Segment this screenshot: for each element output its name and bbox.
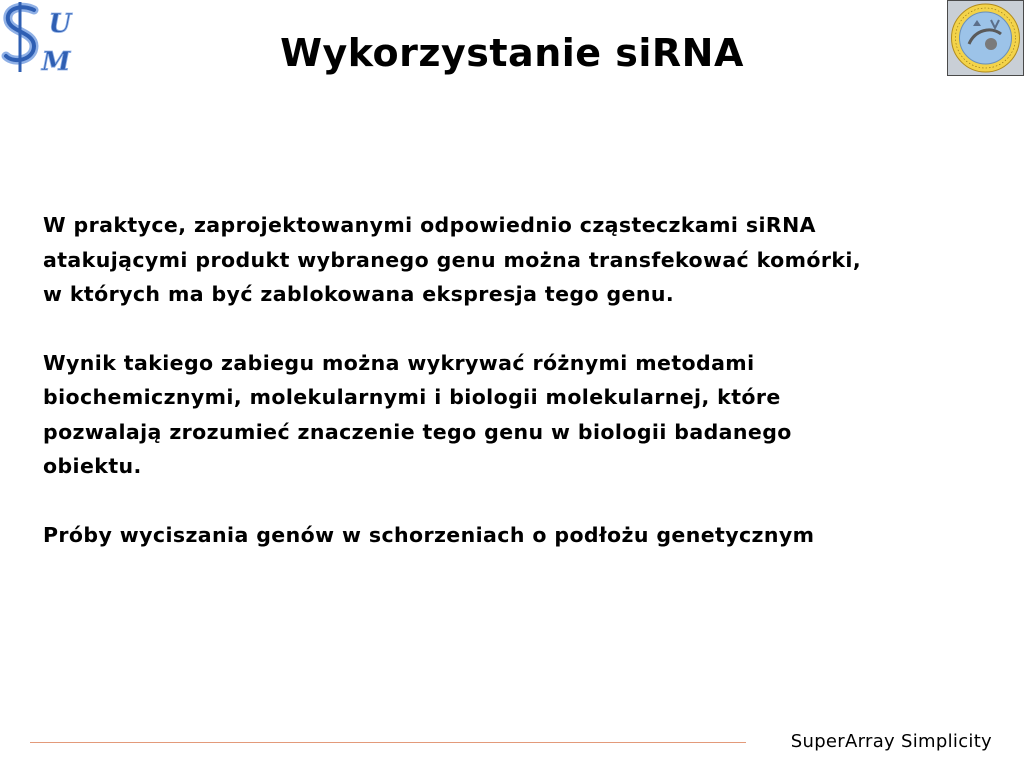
body-paragraph bbox=[43, 518, 993, 553]
footer-divider bbox=[30, 742, 746, 743]
svg-text:M: M bbox=[41, 47, 71, 76]
slide-title: Wykorzystanie siRNA bbox=[280, 31, 744, 75]
footer-caption: SuperArray Simplicity bbox=[790, 731, 992, 752]
paragraph-line: pozwalają zrozumieć znaczenie tego genu w biologii badanego bbox=[43, 419, 792, 444]
paragraph-line: W praktyce, zaprojektowanymi odpowiednio cząsteczkami siRNA bbox=[43, 213, 816, 237]
paragraph-line: atakującymi produkt wybranego genu można transfekować komórki, bbox=[43, 247, 862, 272]
body-paragraph bbox=[43, 208, 993, 312]
paragraph-line: Próby wyciszania genów w schorzeniach o podłożu genetycznym bbox=[43, 522, 815, 547]
paragraph-line: Wynik takiego zabiegu można wykrywać różnymi metodami bbox=[43, 350, 755, 375]
paragraph-line: obiektu. bbox=[43, 454, 142, 478]
paragraph-line: biochemicznymi, molekularnymi i biologii molekularnej, które bbox=[43, 385, 781, 409]
svg-text:U: U bbox=[48, 9, 72, 39]
paragraph-line: w których ma być zablokowana ekspresja tego genu. bbox=[43, 282, 675, 306]
body-paragraph bbox=[43, 346, 993, 484]
slide-body bbox=[43, 208, 993, 552]
